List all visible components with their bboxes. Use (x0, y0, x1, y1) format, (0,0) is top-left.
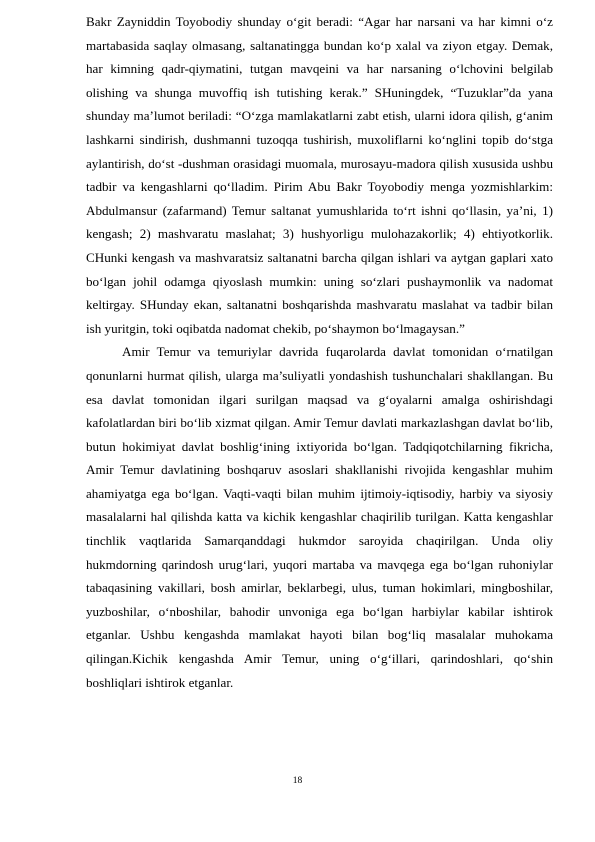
paragraph-continuation: Bakr Zayniddin Toyobodiy shunday o‘git beradi: “Agar har narsani va har kimni o‘z martabasida saqlay olmasang, saltanatingga bundan ko‘p xalal va ziyon etgay. Demak, har kimning qadr-qiymatini, tutgan mavqeini va har narsaning o‘lchovini belgilab olishing va shunga muvoffiq ish tutishing kerak.” SHuningdek, “Tuzuklar”da yana shunday ma’lumot beriladi: “O‘zga mamlakatlarni zabt etish, ularni idora qilish, g‘anim lashkarni sindirish, dushmanni tuzoqqa tushirish, muxoliflarni ko‘nglini topib do‘stga aylantirish, do‘st -dushman orasidagi muomala, murosayu-madora qilish xususida ushbu tadbir va kengashlarni qo‘lladim. Pirim Abu Bakr Toyobodiy menga yozmishlarkim: Abdulmansur (zafarmand) Temur saltanat yumushlarida to‘rt ishni qo‘llasin, ya’ni, 1) kengash; 2) mashvaratu maslahat; 3) hushyorligu mulohazakorlik; 4) ehtiyotkorlik. CHunki kengash va mashvaratsiz saltanatni barcha qilgan ishlari va aytgan gaplari xato bo‘lgan johil odamga qiyoslash mumkin: uning so‘zlari pushaymonlik va nadomat keltirgay. SHunday ekan, saltanatni boshqarishda mashvaratu maslahat va tadbir bilan ish yuritgin, toki oqibatda nadomat chekib, po‘shaymon bo‘lmagaysan.” (86, 14, 553, 336)
paragraph: Amir Temur va temuriylar davrida fuqarolarda davlat tomonidan o‘rnatilgan qonunlarni hurmat qilish, ularga ma’suliyatli yondashish tushunchalari shakllangan. Bu esa davlat tomonidan ilgari surilgan maqsad va g‘oyalarni amalga oshirishdagi kafolatlardan biri bo‘lib xizmat qilgan. Amir Temur davlati markazlashgan davlat bo‘lib, butun hokimiyat davlat boshlig‘ining ixtiyorida bo‘lgan. Tadqiqotchilarning fikricha, Amir Temur davlatining boshqaruv asoslari shakllanishi rivojida kengashlar muhim ahamiyatga ega bo‘lgan. Vaqti-vaqti bilan muhim ijtimoiy-iqtisodiy, harbiy va siyosiy masalalarni hal qilishda katta va kichik kengashlar chaqirilib turilgan. Katta kengashlar tinchlik vaqtlarida Samarqanddagi hukmdor saroyida chaqirilgan. Unda oliy hukmdorning qarindosh urug‘lari, yuqori martaba va mavqega ega bo‘lgan ruhoniylar tabaqasining vakillari, bosh amirlar, beklarbegi, ulus, tuman hokimlari, mingboshilar, yuzboshilar, o‘nboshilar, bahodir unvoniga ega bo‘lgan harbiylar kabilar ishtirok etganlar. Ushbu kengashda mamlakat hayoti bilan bog‘liq masalalar muhokama qilingan.Kichik kengashda Amir Temur, uning o‘g‘illari, qarindoshlari, qo‘shin boshliqlari ishtirok etganlar. (86, 344, 553, 690)
body-text (86, 10, 553, 694)
page-number: 18 (292, 776, 303, 786)
